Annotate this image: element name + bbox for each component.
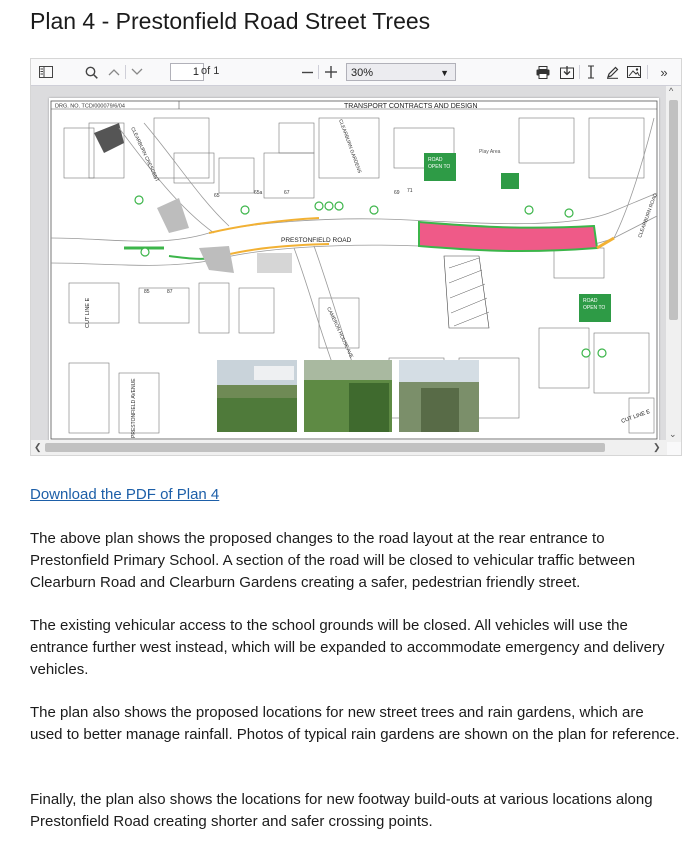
chevron-down-icon: ▼ [440,68,449,78]
drawing-header: TRANSPORT CONTRACTS AND DESIGN [344,103,478,110]
text-cursor-icon[interactable] [583,62,599,82]
sidebar-toggle-icon[interactable] [35,62,57,82]
pdf-viewer[interactable] [30,58,682,456]
horizontal-scroll-thumb[interactable] [45,443,605,452]
search-icon[interactable] [81,62,101,82]
svg-text:OPEN TO: OPEN TO [583,305,606,311]
house-number: 69 [394,190,400,196]
street-label: CAMERON HOUSE AVE [325,306,355,360]
vertical-scrollbar[interactable] [666,86,681,442]
cut-line-label: CUT LINE E [620,408,652,425]
chevron-up-icon[interactable] [105,62,123,82]
rain-garden-photos [217,360,479,432]
image-icon[interactable] [625,62,643,82]
zoom-select[interactable] [346,63,456,81]
zoom-value: 30% [351,67,374,79]
plan-drawing [49,98,659,442]
zoom-in-icon[interactable] [323,62,339,82]
road-open-sign [579,294,611,322]
draw-icon[interactable] [603,62,621,82]
download-pdf-link[interactable]: Download the PDF of Plan 4 [30,486,220,503]
house-number: 85 [144,289,150,295]
page-title: Plan 4 - Prestonfield Road Street Trees [30,8,431,34]
paragraph: The above plan shows the proposed changes to the road layout at the rear entrance to Prestonfield Primary School. A section of the road will be closed to vehicular traffic between Clearburn Road and Clearburn Gardens creating a safer, pedestrian friendly street. [30,530,636,591]
toolbar-separator [579,65,580,79]
toolbar-separator [318,65,319,79]
paragraph: Finally, the plan also shows the locations for new footway build-outs at various locations along Prestonfield Road creating shorter and safer crossing points. [30,791,653,830]
street-label: CLEARBURN ROAD [637,192,659,239]
svg-text:OPEN TO: OPEN TO [428,164,451,170]
scroll-up-icon[interactable]: ^ [669,86,674,96]
house-number: 65 [214,193,220,199]
house-number: 65a [254,190,263,196]
house-number: 87 [167,289,173,295]
toolbar-separator [647,65,648,79]
page-count: of 1 [201,65,220,77]
road-open-sign [424,153,456,181]
toolbar-separator [125,65,126,79]
page-number-input[interactable]: 1 [170,63,204,81]
vertical-scroll-thumb[interactable] [669,100,678,320]
area-label: Play Area [479,149,501,155]
scroll-down-icon[interactable]: ⌄ [669,429,677,439]
street-label: CLEARBURN GARDENS [337,118,363,175]
horizontal-scrollbar[interactable] [31,440,667,455]
road-label: PRESTONFIELD ROAD [281,237,352,244]
scroll-left-icon[interactable]: ❮ [34,442,42,452]
scroll-right-icon[interactable]: ❯ [653,442,661,452]
house-number: 71 [407,188,413,194]
svg-text:ROAD: ROAD [428,157,443,163]
save-icon[interactable] [558,62,576,82]
zoom-out-icon[interactable] [299,62,315,82]
plan-page [49,98,659,442]
svg-text:ROAD: ROAD [583,298,598,304]
more-tools-icon[interactable]: » [660,64,668,80]
paragraph: The existing vehicular access to the school grounds will be closed. All vehicles will use the entrance further west instead, which will be expanded to accommodate emergency and delivery vehicles. [30,617,665,678]
cut-line-label: CUT LINE E [85,297,91,328]
pdf-toolbar [31,59,681,86]
print-icon[interactable] [534,62,552,82]
chevron-down-icon[interactable] [128,62,146,82]
drawing-number: DRG. NO. TCD/000079/6/04 [55,103,125,110]
paragraph: The plan also shows the proposed locations for new street trees and rain gardens, which are used to better manage rainfall. Photos of typical rain gardens are shown on the plan for reference. [30,704,680,743]
street-label: PRESTONFIELD AVENUE [131,378,137,438]
house-number: 67 [284,190,290,196]
street-label: CLEARBURN CRESCENT [129,126,160,183]
document-area[interactable] [31,86,667,442]
